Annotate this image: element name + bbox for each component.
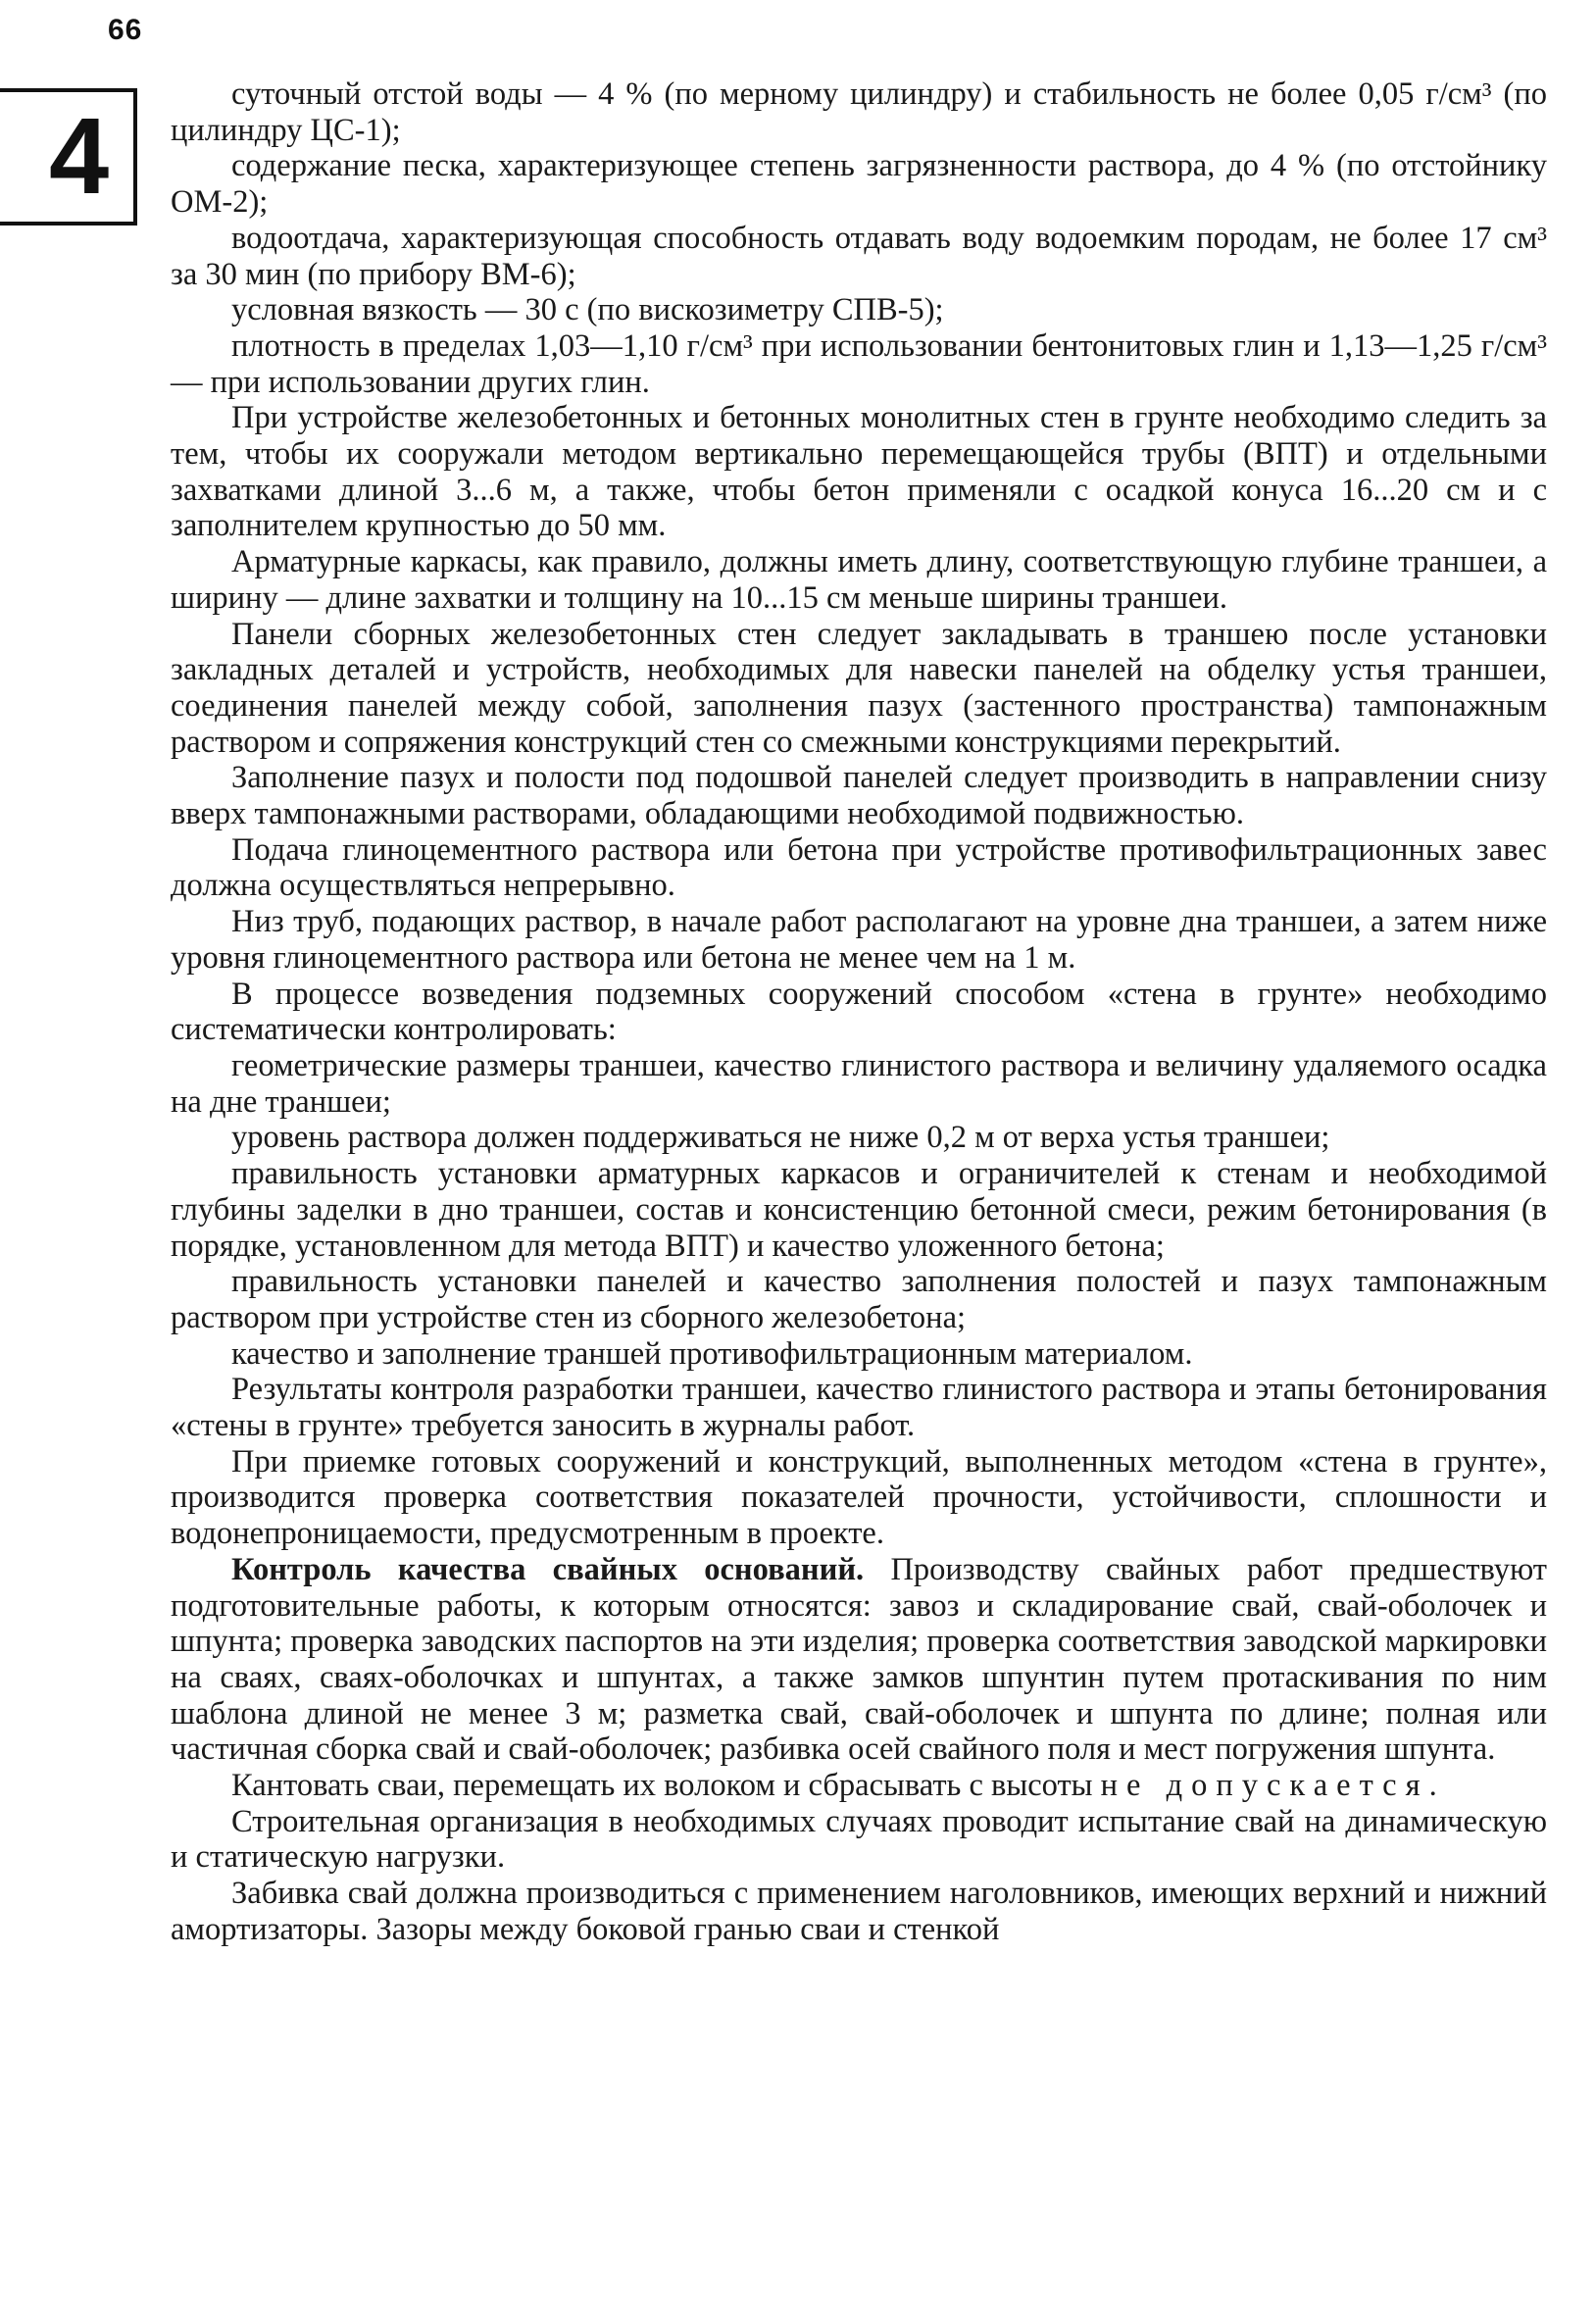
paragraph: качество и заполнение траншей противофильтрационным материалом.	[231, 1335, 1193, 1372]
paragraph: Арматурные каркасы, как правило, должны иметь длину, соответствующую глубине траншеи, а ширину — длине захватки и толщину на 10...15 см меньше ширины траншеи.	[171, 544, 1547, 616]
chapter-tab	[0, 88, 137, 226]
paragraph: содержание песка, характеризующее степень загрязненности раствора, до 4 % (по отстойнику ОМ-2);	[171, 148, 1547, 221]
page-number: 66	[108, 14, 143, 46]
text-body	[171, 76, 1547, 1948]
paragraph: В процессе возведения подземных сооружений способом «стена в грунте» необходимо систематически контролировать:	[171, 976, 1547, 1048]
paragraph: Низ труб, подающих раствор, в начале работ располагают на уровне дна траншеи, а затем ниже уровня глиноцементного раствора или бетона не менее чем на 1 м.	[171, 904, 1547, 976]
paragraph: плотность в пределах 1,03—1,10 г/см³ при использовании бентонитовых глин и 1,13—1,25 г/см³ — при использовании других глин.	[171, 327, 1547, 400]
paragraph-tail: .	[1428, 1768, 1437, 1804]
paragraph: Панели сборных железобетонных стен следует закладывать в траншею после установки закладных деталей и устройств, необходимых для навески панелей на обделку устья траншеи, соединения панелей между собой, заполнения пазух (застенного пространства) тампонажным раствором и сопряжения конструкций стен со смежными конструкциями перекрытий.	[171, 616, 1547, 760]
paragraph-text: Производству свайных работ предшествуют подготовительные работы, к которым относятся: завоз и складирование свай, свай-оболочек и шпунта; проверка заводских паспортов на эти изделия; проверка соответствия заводской маркировки на сваях, сваях-оболочках и шпунтах, а также замков шпунтин путем протаскивания по ним шаблона длиной не менее 3 м; разметка свай, свай-оболочек и шпунта по длине; полная или частичная сборка свай и свай-оболочек; разбивка осей свайного поля и мест погружения шпунта.	[171, 1551, 1547, 1768]
section-heading: Контроль качества свайных оснований.	[231, 1551, 865, 1587]
paragraph: водоотдача, характеризующая способность отдавать воду водоемким породам, не более 17 см³ за 30 мин (по прибору ВМ-6);	[171, 220, 1547, 292]
paragraph: правильность установки арматурных каркасов и ограничителей к стенам и необходимой глубины заделки в дно траншеи, состав и консистенцию бетонной смеси, режим бетонирования (в порядке, установленном для метода ВПТ) и качество уложенного бетона;	[171, 1156, 1547, 1264]
paragraph: При устройстве железобетонных и бетонных монолитных стен в грунте необходимо следить за тем, чтобы их сооружали методом вертикально перемещающейся трубы (ВПТ) и отдельными захватками длиной 3...6 м, а также, чтобы бетон применяли с осадкой конуса 16...20 см и с заполнителем крупностью до 50 мм.	[171, 400, 1547, 544]
paragraph: Забивка свай должна производиться с применением наголовников, имеющих верхний и нижний амортизаторы. Зазоры между боковой гранью сваи и стенкой	[171, 1876, 1547, 1947]
chapter-number: 4	[49, 96, 110, 217]
paragraph: правильность установки панелей и качество заполнения полостей и пазух тампонажным раствором при устройстве стен из сборного железобетона;	[171, 1264, 1547, 1335]
paragraph	[171, 1768, 1547, 1804]
paragraph: геометрические размеры траншеи, качество глинистого раствора и величину удаляемого осадка на дне траншеи;	[171, 1047, 1547, 1120]
paragraph: Подача глиноцементного раствора или бетона при устройстве противофильтрационных завес должна осуществляться непрерывно.	[171, 831, 1547, 904]
paragraph: условная вязкость — 30 с (по вискозиметру СПВ-5);	[231, 292, 944, 328]
paragraph: При приемке готовых сооружений и конструкций, выполненных методом «стена в грунте», производится проверка соответствия показателей прочности, устойчивости, сплошности и водонепроницаемости, предусмотренным в проекте.	[171, 1443, 1547, 1552]
paragraph: Результаты контроля разработки траншеи, качество глинистого раствора и этапы бетонирования «стены в грунте» требуется заносить в журналы работ.	[171, 1372, 1547, 1444]
spaced-emphasis: не допускается	[1100, 1768, 1429, 1804]
paragraph-with-heading	[171, 1552, 1547, 1768]
paragraph-text: Кантовать сваи, перемещать их волоком и сбрасывать с высоты	[231, 1768, 1101, 1804]
paragraph: суточный отстой воды — 4 % (по мерному цилиндру) и стабильность не более 0,05 г/см³ (по цилиндру ЦС-1);	[171, 76, 1547, 148]
paragraph: Строительная организация в необходимых случаях проводит испытание свай на динамическую и статическую нагрузки.	[171, 1803, 1547, 1876]
paragraph: Заполнение пазух и полости под подошвой панелей следует производить в направлении снизу вверх тампонажными растворами, обладающими необходимой подвижностью.	[171, 760, 1547, 832]
paragraph: уровень раствора должен поддерживаться не ниже 0,2 м от верха устья траншеи;	[231, 1120, 1330, 1156]
